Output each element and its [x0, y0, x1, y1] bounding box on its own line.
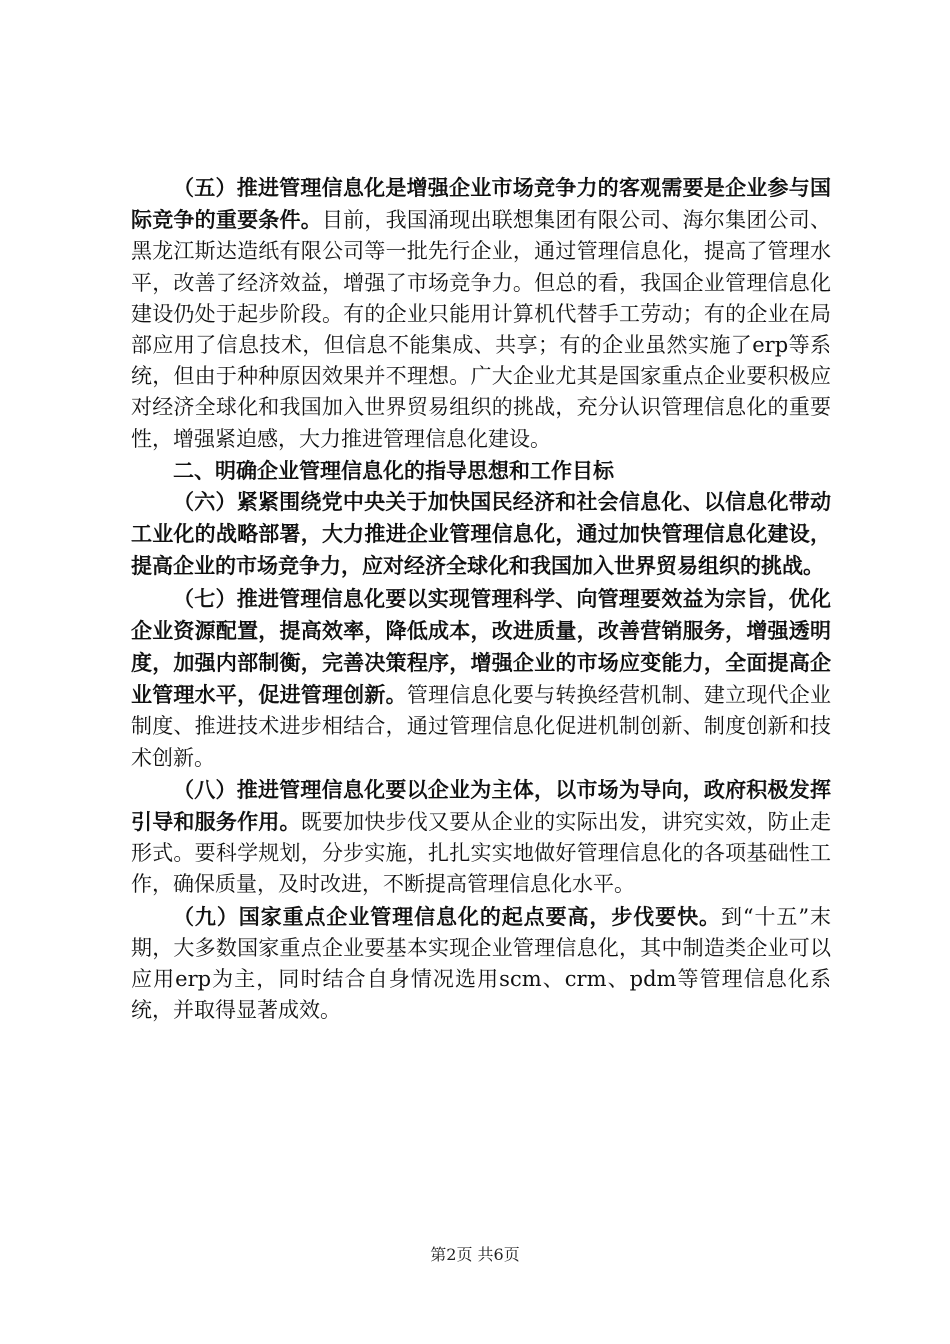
paragraph-5-lead: （五）推进管理信息化是增强企业市场竞争力的客观需要是企业参与国际竞争的重要条件。: [131, 175, 831, 233]
page-footer: [0, 1242, 950, 1265]
paragraph-6-lead: （六）紧紧围绕党中央关于加快国民经济和社会信息化、以信息化带动工业化的战略部署，大力推进企业管理信息化，通过加快管理信息化建设，提高企业的市场竞争力，应对经济全球化和我国加入世界贸易组织的挑战。: [131, 489, 831, 579]
paragraph-5: [131, 172, 831, 455]
paragraph-5-body: 目前，我国涌现出联想集团有限公司、海尔集团公司、黑龙江斯达造纸有限公司等一批先行企业，通过管理信息化，提高了管理水平，改善了经济效益，增强了市场竞争力。但总的看，我国企业管理信息化建设仍处于起步阶段。有的企业只能用计算机代替手工劳动；有的企业在局部应用了信息技术，但信息不能集成、共享；有的企业虽然实施了erp等系统，但由于种种原因效果并不理想。广大企业尤其是国家重点企业要积极应对经济全球化和我国加入世界贸易组织的挑战，充分认识管理信息化的重要性，增强紧迫感，大力推进管理信息化建设。: [131, 208, 831, 451]
paragraph-9-body: 到“十五”末期，大多数国家重点企业要基本实现企业管理信息化，其中制造类企业可以应用erp为主，同时结合自身情况选用scm、crm、pdm等管理信息化系统，并取得显著成效。: [131, 904, 831, 1023]
document-body: [131, 172, 831, 1026]
paragraph-7-lead: （七）推进管理信息化要以实现管理科学、向管理要效益为宗旨，优化企业资源配置，提高效率，降低成本，改进质量，改善营销服务，增强透明度，加强内部制衡，完善决策程序，增强企业的市场应变能力，全面提高企业管理水平，促进管理创新。: [131, 585, 831, 708]
paragraph-8-body: 既要加快步伐又要从企业的实际出发，讲究实效，防止走形式。要科学规划，分步实施，扎扎实实地做好管理信息化的各项基础性工作，确保质量，及时改进，不断提高管理信息化水平。: [131, 810, 831, 897]
paragraph-7-body: 管理信息化要与转换经营机制、建立现代企业制度、推进技术进步相结合，通过管理信息化促进机制创新、制度创新和技术创新。: [131, 683, 831, 770]
paragraph-9-lead: （九）国家重点企业管理信息化的起点要高，步伐要快。: [173, 903, 721, 929]
paragraph-8-lead: （八）推进管理信息化要以企业为主体，以市场为导向，政府积极发挥引导和服务作用。: [131, 776, 831, 835]
paragraph-7: [131, 583, 831, 774]
section-heading: 二、明确企业管理信息化的指导思想和工作目标: [173, 457, 614, 483]
paragraph-6: [131, 486, 831, 583]
paragraph-8: [131, 774, 831, 901]
paragraph-9: [131, 901, 831, 1027]
page-number-label: 第2页 共6页: [430, 1245, 520, 1264]
